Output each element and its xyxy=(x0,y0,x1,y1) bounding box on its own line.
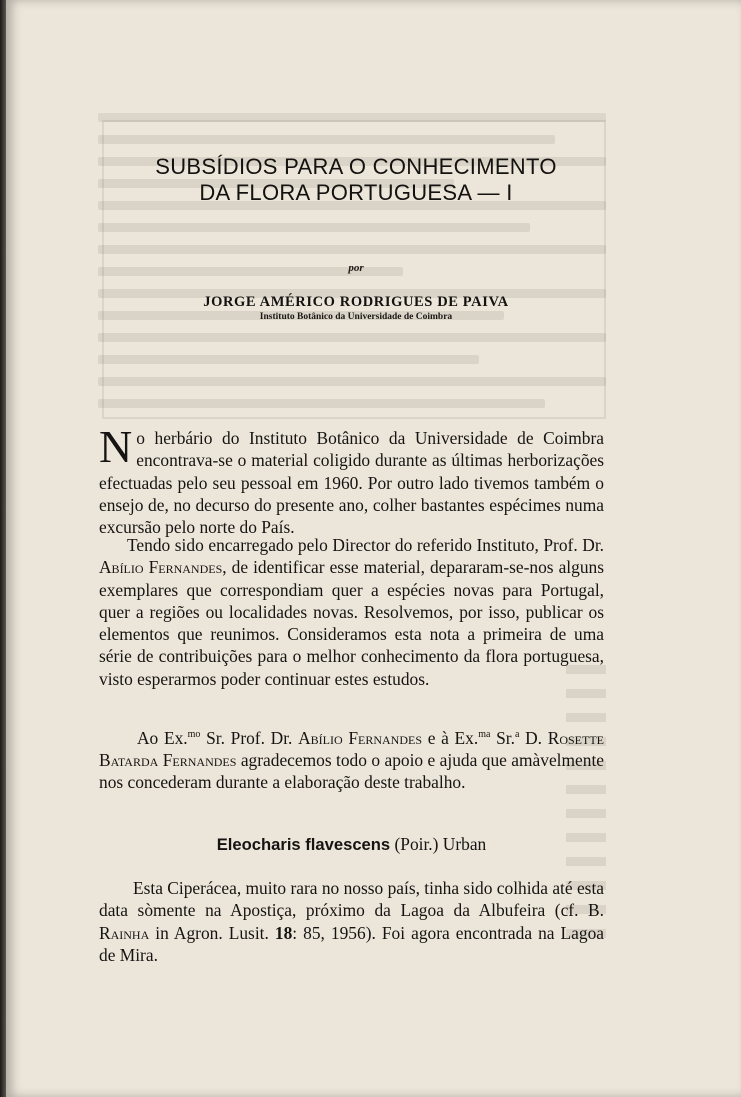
person-name-1: Abílio Fernandes xyxy=(298,727,422,748)
paragraph-2-text-a: Tendo sido encarregado pelo Director do referido Instituto, Prof. Dr. xyxy=(127,535,604,555)
species-authority: (Poir.) Urban xyxy=(390,834,487,854)
document-page xyxy=(6,0,741,1097)
paragraph-2 xyxy=(99,534,604,690)
ack-text-f: agradecemos todo o apoio e ajuda que amàvelmente nos concederam durante a elaboração deste trabalho. xyxy=(99,750,604,793)
ack-superscript-2: ma xyxy=(478,729,491,740)
intro-paragraph xyxy=(99,421,604,538)
species-text-a: Esta Ciperácea, muito rara no nosso país, tinha sido colhida até esta data sòmente na Apostiça, próximo da Lagoa da Albufeira (cf. B. xyxy=(99,878,604,921)
person-name: Abílio Fernandes xyxy=(99,557,223,578)
author-name: JORGE AMÉRICO RODRIGUES DE PAIVA xyxy=(203,294,509,310)
ack-text-a: Ao Ex. xyxy=(137,727,188,748)
drop-cap: N xyxy=(99,421,133,472)
acknowledgement-paragraph xyxy=(99,724,604,794)
cited-author: Rainha xyxy=(99,922,150,943)
byline: por xyxy=(348,262,364,274)
author-institution: Instituto Botânico da Universidade de Coimbra xyxy=(259,312,453,322)
ack-text-b: Sr. Prof. Dr. xyxy=(200,727,299,748)
ack-superscript-3: a xyxy=(514,729,520,740)
species-heading xyxy=(99,834,604,855)
species-text-b: in Agron. Lusit. xyxy=(149,922,275,943)
species-name: Eleocharis flavescens xyxy=(216,835,391,854)
article-title-line-2: DA FLORA PORTUGUESA — I xyxy=(199,180,513,205)
ack-text-d: Sr. xyxy=(490,727,515,748)
citation-volume: 18 xyxy=(274,922,293,943)
article-title-line-1: SUBSÍDIOS PARA O CONHECIMENTO xyxy=(155,154,557,179)
ack-text-c: e à Ex. xyxy=(422,727,479,748)
ack-superscript-1: mo xyxy=(187,729,201,740)
person-name-2: Rosette Batarda Fernandes xyxy=(99,727,604,771)
ack-text-e: D. xyxy=(519,727,548,748)
paragraph-2-text-b: , de identificar esse material, depararam-se-nos alguns exemplares que correspondiam quer a espécies novas para Portugal, quer a regiões ou localidades novas. Resolvemos, por isso, publicar os elementos que reunimos. Consideramos esta nota a primeira de uma série de contribuições para o melhor conhecimento da flora portuguesa, visto esperarmos poder continuar estes estudos. xyxy=(99,557,604,689)
species-paragraph xyxy=(99,877,604,966)
species-text-c: : 85, 1956). Foi agora encontrada na Lagoa de Mira. xyxy=(99,922,604,965)
show-through-text xyxy=(98,100,606,420)
intro-text: o herbário do Instituto Botânico da Universidade de Coimbra encontrava-se o material coligido durante as últimas herborizações efectuadas pelo seu pessoal em 1960. Por outro lado tivemos também o ensejo de, no decurso do presente ano, colher bastantes espécimes numa excursão pelo norte do País. xyxy=(99,428,604,538)
